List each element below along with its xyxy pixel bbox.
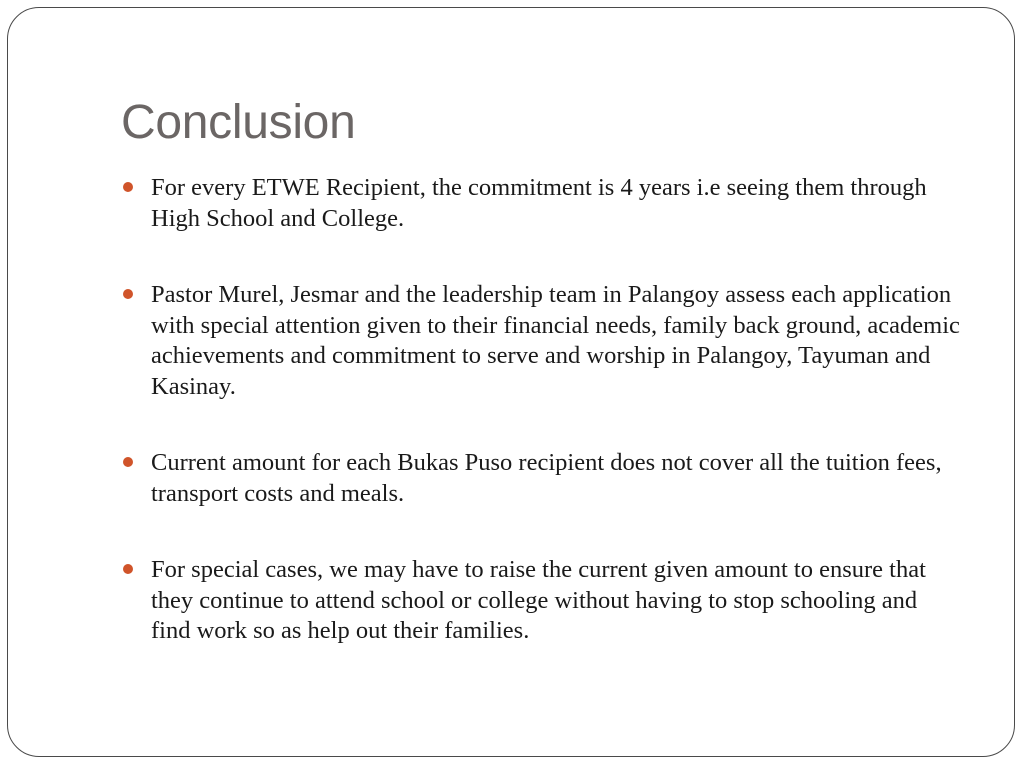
bullet-text: Pastor Murel, Jesmar and the leadership team in Palangoy assess each application with special attention given to their financial needs, family back ground, academic achievements and commitment to serve and worship in Palangoy, Tayuman and Kasinay.	[151, 281, 960, 400]
bullet-dot-icon	[123, 564, 133, 574]
bullet-dot-icon	[123, 182, 133, 192]
bullet-item	[151, 555, 961, 647]
bullet-item	[151, 448, 961, 509]
slide-title: Conclusion	[121, 96, 356, 149]
bullet-item	[151, 173, 961, 234]
slide-frame	[7, 7, 1015, 757]
bullet-list	[151, 173, 961, 693]
bullet-text: For special cases, we may have to raise the current given amount to ensure that they continue to attend school or college without having to stop schooling and find work so as help out their families.	[151, 556, 926, 644]
bullet-text: Current amount for each Bukas Puso recipient does not cover all the tuition fees, transport costs and meals.	[151, 449, 942, 507]
bullet-dot-icon	[123, 457, 133, 467]
bullet-dot-icon	[123, 289, 133, 299]
bullet-text: For every ETWE Recipient, the commitment is 4 years i.e seeing them through High School and College.	[151, 174, 927, 232]
bullet-item	[151, 280, 961, 402]
